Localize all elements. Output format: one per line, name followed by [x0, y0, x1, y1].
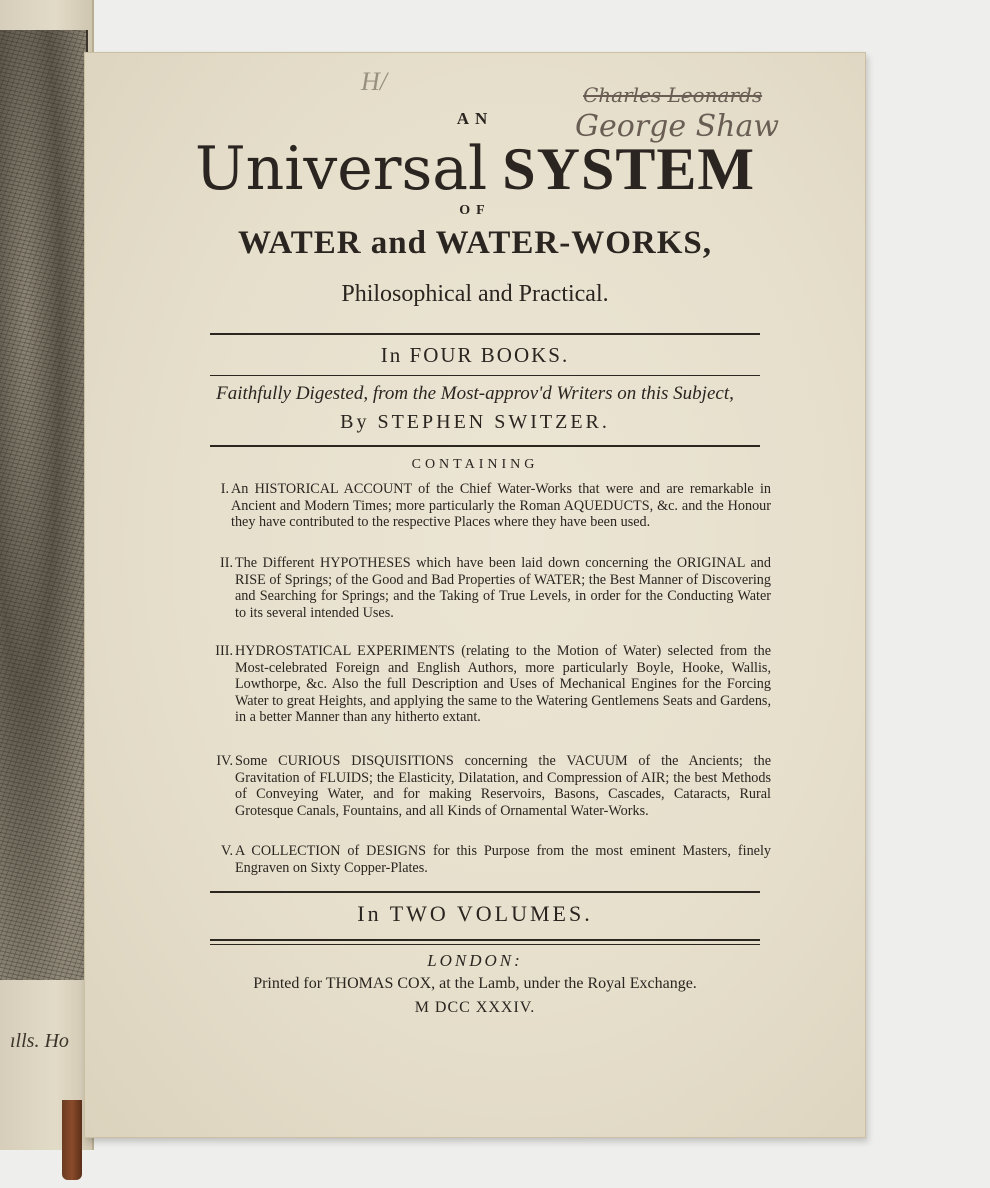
imprint-year: M DCC XXXIV.: [414, 999, 536, 1016]
rule: [210, 891, 760, 893]
title-faithfully: Faithfully Digested, from the Most-approv'd Writers on this Subject,: [216, 383, 734, 404]
rule: [210, 375, 760, 376]
owner-inscription-1: Charles Leonards: [583, 83, 763, 107]
item-number: III.: [215, 643, 233, 659]
imprint-printer: Printed for THOMAS COX, at the Lamb, under the Royal Exchange.: [253, 975, 697, 992]
main-title: [85, 134, 865, 204]
item-number: V.: [221, 843, 233, 859]
title-an: AN: [456, 109, 494, 128]
frontispiece-caption: ılls. Ho: [10, 1030, 69, 1052]
title-author: By STEPHEN SWITZER.: [340, 411, 610, 433]
rule: [210, 445, 760, 447]
item-number: I.: [220, 481, 229, 497]
list-item: [215, 643, 771, 726]
title-philosophical: Philosophical and Practical.: [341, 281, 609, 307]
item-number: IV.: [216, 753, 233, 769]
title-system: SYSTEM: [502, 136, 755, 202]
item-text: A COLLECTION of DESIGNS for this Purpose from the most eminent Masters, finely Engraven on Sixty Copper-Plates.: [235, 843, 771, 876]
title-books: In FOUR BOOKS.: [380, 343, 570, 367]
item-text: The Different HYPOTHESES which have been laid down concerning the ORIGINAL and RISE of Springs; of the Good and Bad Properties of WATER; the Best Manner of Discovering and Searching for Springs; and the Taking of True Levels, in order for the Conducting Water to its several intended Uses.: [235, 555, 771, 621]
pencil-mark: H/: [361, 67, 387, 96]
title-water: WATER and WATER-WORKS,: [237, 225, 713, 261]
book-spine: [62, 1100, 82, 1180]
rule: [210, 333, 760, 335]
title-of: OF: [459, 203, 491, 218]
title-containing: CONTAINING: [411, 457, 539, 472]
rule: [210, 944, 760, 945]
item-text: Some CURIOUS DISQUISITIONS concerning the VACUUM of the Ancients; the Gravitation of FLUIDS; the Elasticity, Dilatation, and Compression of AIR; the best Methods of Conveying Water, and for making Reservoirs, Basons, Cascades, Cataracts, Rural Grotesque Canals, Fountains, and all Kinds of Ornamental Water-Works.: [235, 753, 771, 819]
rule: [210, 939, 760, 941]
frontispiece-page: [0, 0, 94, 1150]
list-item: [220, 481, 771, 531]
owner-inscription-2: George Shaw: [575, 109, 780, 144]
title-page: [84, 52, 866, 1138]
item-text: An HISTORICAL ACCOUNT of the Chief Water-Works that were and are remarkable in Ancient and Modern Times; more particularly the Roman AQUEDUCTS, &c. and the Honour they have contributed to the respective Places where they have been used.: [231, 481, 771, 531]
title-universal: Universal: [195, 134, 488, 204]
engraving-illustration: [0, 30, 88, 980]
title-volumes: In TWO VOLUMES.: [357, 901, 593, 926]
item-number: II.: [220, 555, 233, 571]
list-item: [220, 555, 771, 621]
list-item: [221, 843, 771, 876]
imprint-place: LONDON:: [427, 951, 523, 970]
list-item: [216, 753, 771, 819]
item-text: HYDROSTATICAL EXPERIMENTS (relating to the Motion of Water) selected from the Most-celebrated Foreign and English Authors, more particularly Boyle, Hooke, Wallis, Lowthorpe, &c. Also the full Description and Uses of Mechanical Engines for the Forcing Water to great Heights, and applying the same to the Watering Gentlemens Seats and Gardens, in a better Manner than any hitherto extant.: [235, 643, 771, 726]
